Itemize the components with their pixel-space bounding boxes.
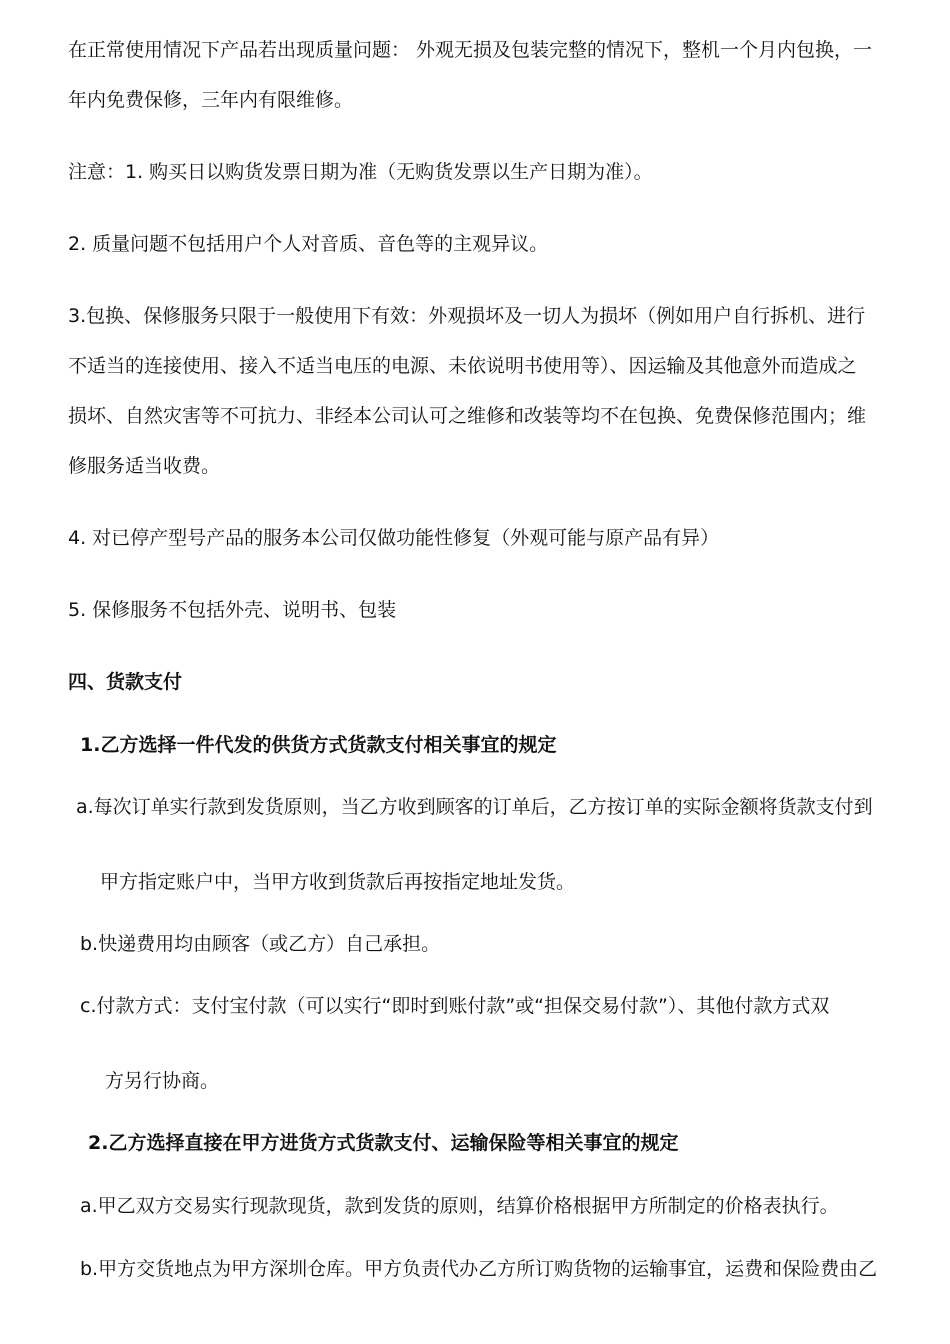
section-heading: 四、货款支付 [68, 671, 183, 693]
note-line: 不适当的连接使用、接入不适当电压的电源、未依说明书使用等）、因运输及其他意外而造成之 [68, 355, 857, 377]
clause-line: a.甲乙双方交易实行现款现货，款到发货的原则，结算价格根据甲方所制定的价格表执行。 [80, 1195, 839, 1217]
clause-line: 甲方指定账户中，当甲方收到货款后再按指定地址发货。 [100, 871, 576, 893]
clause-line: a.每次订单实行款到发货原则，当乙方收到顾客的订单后，乙方按订单的实际金额将货款支付到 [76, 796, 873, 818]
paragraph-line: 年内免费保修，三年内有限维修。 [68, 89, 354, 111]
note-line: 4. 对已停产型号产品的服务本公司仅做功能性修复（外观可能与原产品有异） [68, 527, 720, 549]
clause-line: b.甲方交货地点为甲方深圳仓库。甲方负责代办乙方所订购货物的运输事宜，运费和保险费由乙 [80, 1258, 878, 1280]
clause-line: c.付款方式：支付宝付款（可以实行“即时到账付款”或“担保交易付款”）、其他付款方式双 [80, 995, 830, 1017]
clause-line: b.快递费用均由顾客（或乙方）自己承担。 [80, 933, 441, 955]
note-line: 损坏、自然灾害等不可抗力、非经本公司认可之维修和改装等均不在包换、免费保修范围内；维 [68, 405, 867, 427]
paragraph-line: 在正常使用情况下产品若出现质量问题： 外观无损及包装完整的情况下，整机一个月内包换，一 [68, 39, 873, 61]
note-line: 注意：1. 购买日以购货发票日期为准（无购货发票以生产日期为准）。 [68, 161, 653, 183]
note-line: 3.包换、保修服务只限于一般使用下有效：外观损坏及一切人为损坏（例如用户自行拆机、进行 [68, 305, 866, 327]
note-line: 2. 质量问题不包括用户个人对音质、音色等的主观异议。 [68, 233, 549, 255]
subsection-heading: 1.乙方选择一件代发的供货方式货款支付相关事宜的规定 [80, 734, 557, 756]
subsection-heading: 2.乙方选择直接在甲方进货方式货款支付、运输保险等相关事宜的规定 [88, 1132, 679, 1154]
note-line: 修服务适当收费。 [68, 455, 221, 477]
clause-line: 方另行协商。 [105, 1070, 220, 1092]
note-line: 5. 保修服务不包括外壳、说明书、包装 [68, 599, 397, 621]
